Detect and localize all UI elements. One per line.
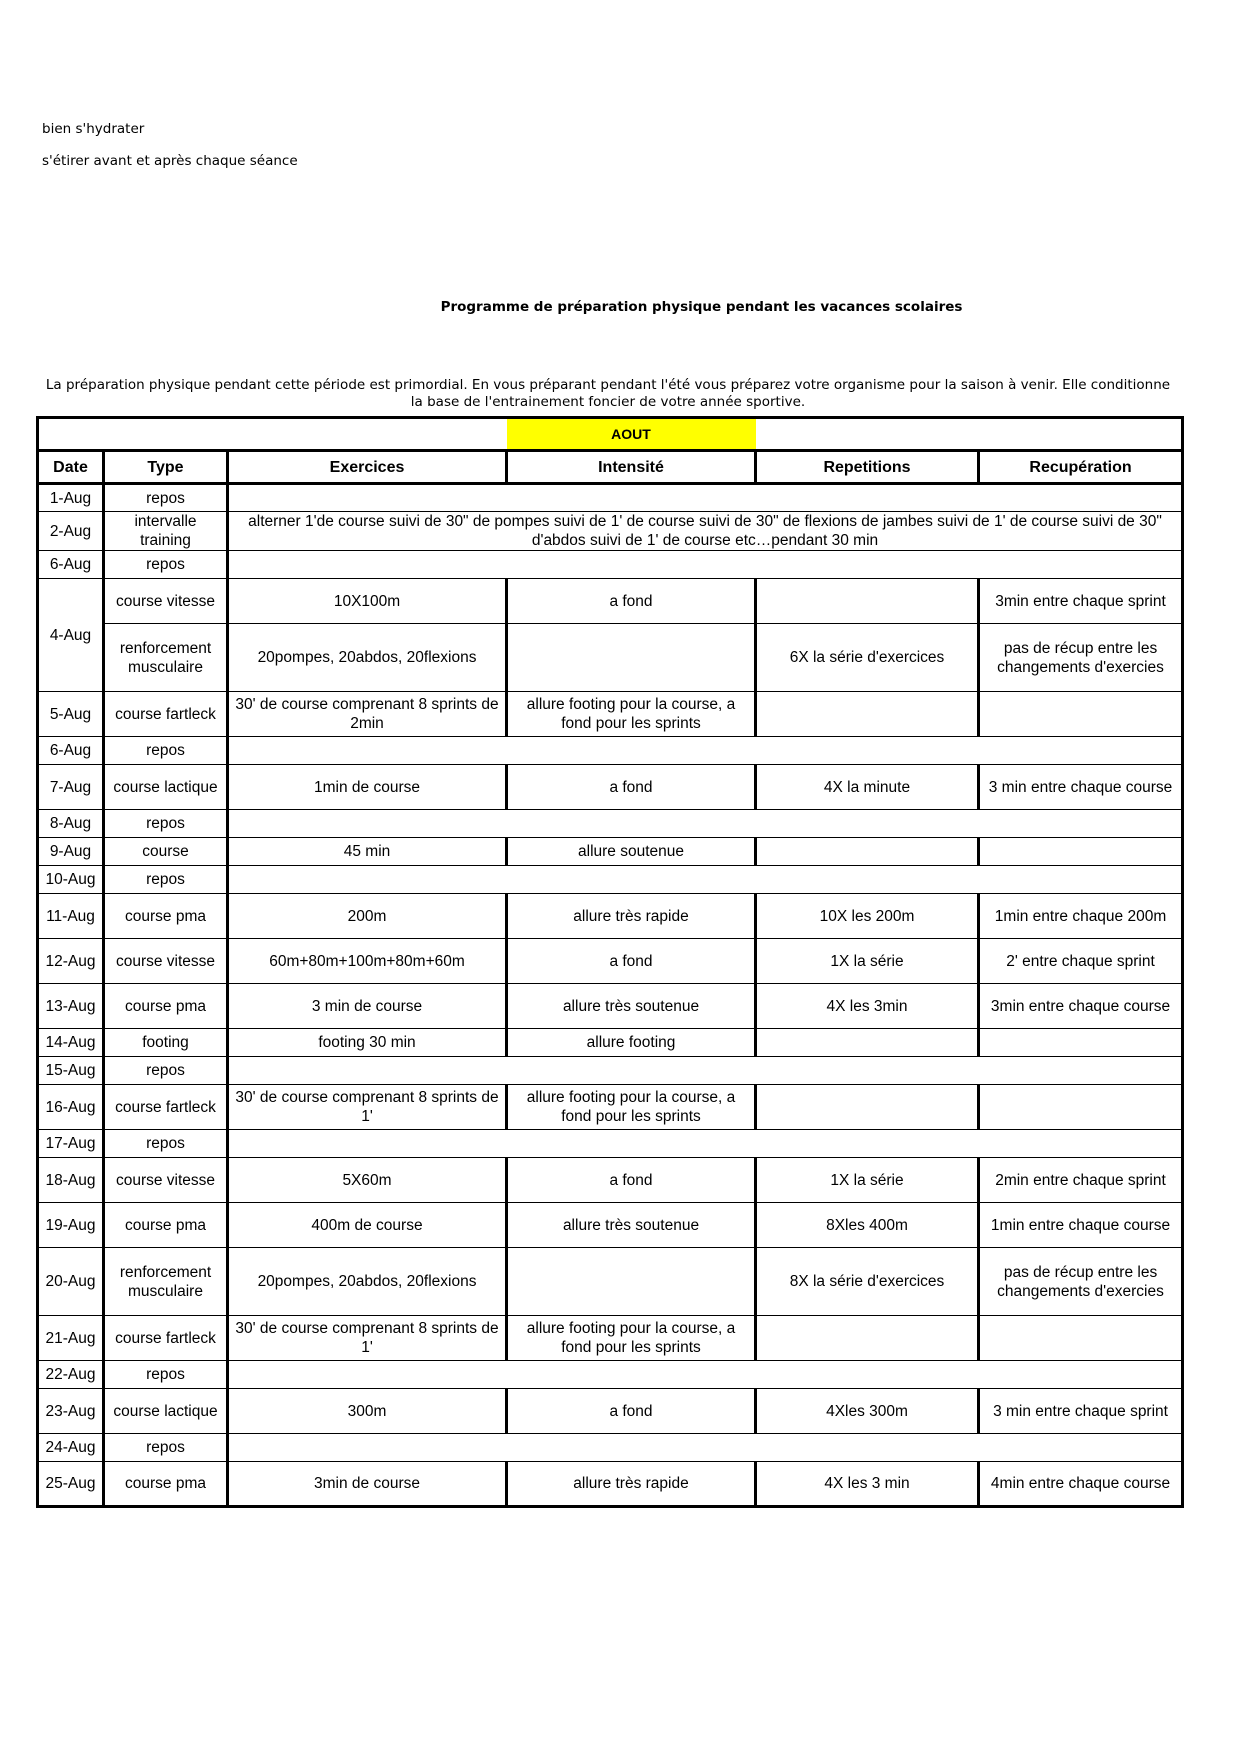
type-cell: repos (104, 1057, 228, 1085)
repetitions-cell (756, 692, 979, 737)
intensite-cell: a fond (507, 1158, 756, 1203)
type-cell: repos (104, 1130, 228, 1158)
type-cell: intervalle training (104, 512, 228, 551)
exercices-cell: 300m (228, 1389, 507, 1434)
exercices-cell: alterner 1'de course suivi de 30" de pompes suivi de 1' de course suivi de 30" de flexions de jambes suivi de 1' de course suivi de 30" d'abdos suivi de 1' de course etc…pendant 30 min (228, 512, 1183, 551)
recuperation-cell: 4min entre chaque course (979, 1462, 1183, 1507)
date-cell: 5-Aug (38, 692, 104, 737)
date-cell: 16-Aug (38, 1085, 104, 1130)
date-cell: 22-Aug (38, 1361, 104, 1389)
type-cell: course pma (104, 1462, 228, 1507)
header-intensite: Intensité (507, 451, 756, 484)
repetitions-cell: 4Xles 300m (756, 1389, 979, 1434)
table-row (38, 1057, 1183, 1085)
type-cell: repos (104, 551, 228, 579)
type-cell: course lactique (104, 1389, 228, 1434)
rest-day-empty-cell (228, 1130, 1183, 1158)
intensite-cell: allure très soutenue (507, 1203, 756, 1248)
type-cell: repos (104, 737, 228, 765)
table-row (38, 1389, 1183, 1434)
table-row (38, 1085, 1183, 1130)
recuperation-cell (979, 692, 1183, 737)
repetitions-cell (756, 1029, 979, 1057)
month-spacer-right (756, 418, 1183, 451)
date-cell: 6-Aug (38, 737, 104, 765)
header-row (38, 451, 1183, 484)
table-row (38, 810, 1183, 838)
exercices-cell: 5X60m (228, 1158, 507, 1203)
repetitions-cell: 8Xles 400m (756, 1203, 979, 1248)
table-row (38, 838, 1183, 866)
table-row (38, 1248, 1183, 1316)
exercices-cell: 60m+80m+100m+80m+60m (228, 939, 507, 984)
rest-day-empty-cell (228, 551, 1183, 579)
date-cell: 9-Aug (38, 838, 104, 866)
type-cell: repos (104, 866, 228, 894)
exercices-cell: 20pompes, 20abdos, 20flexions (228, 624, 507, 692)
exercices-cell: 30' de course comprenant 8 sprints de 1' (228, 1316, 507, 1361)
type-cell: repos (104, 810, 228, 838)
date-cell: 23-Aug (38, 1389, 104, 1434)
repetitions-cell: 4X les 3min (756, 984, 979, 1029)
header-type: Type (104, 451, 228, 484)
table-row (38, 737, 1183, 765)
month-spacer-left (38, 418, 507, 451)
recuperation-cell (979, 1085, 1183, 1130)
intensite-cell: a fond (507, 939, 756, 984)
exercices-cell: 400m de course (228, 1203, 507, 1248)
rest-day-empty-cell (228, 866, 1183, 894)
table-row (38, 1203, 1183, 1248)
table-row (38, 1130, 1183, 1158)
exercices-cell: 3min de course (228, 1462, 507, 1507)
type-cell: course lactique (104, 765, 228, 810)
table-row (38, 551, 1183, 579)
note-stretching: s'étirer avant et après chaque séance (42, 153, 298, 169)
header-repetitions: Repetitions (756, 451, 979, 484)
intensite-cell (507, 1248, 756, 1316)
type-cell: course fartleck (104, 1085, 228, 1130)
recuperation-cell (979, 1316, 1183, 1361)
intensite-cell (507, 624, 756, 692)
intensite-cell: a fond (507, 579, 756, 624)
recuperation-cell: 3 min entre chaque course (979, 765, 1183, 810)
intensite-cell: allure très rapide (507, 894, 756, 939)
type-cell: course fartleck (104, 1316, 228, 1361)
document-title: Programme de préparation physique pendant les vacances scolaires (440, 299, 963, 315)
recuperation-cell (979, 1029, 1183, 1057)
table-row (38, 1316, 1183, 1361)
table-row (38, 579, 1183, 624)
recuperation-cell: 1min entre chaque 200m (979, 894, 1183, 939)
repetitions-cell: 4X les 3 min (756, 1462, 979, 1507)
type-cell: course fartleck (104, 692, 228, 737)
date-cell: 18-Aug (38, 1158, 104, 1203)
date-cell: 24-Aug (38, 1434, 104, 1462)
month-row (38, 418, 1183, 451)
intensite-cell: allure footing pour la course, a fond pour les sprints (507, 1316, 756, 1361)
date-cell: 6-Aug (38, 551, 104, 579)
recuperation-cell: pas de récup entre les changements d'exercies (979, 1248, 1183, 1316)
exercices-cell: 200m (228, 894, 507, 939)
date-cell: 25-Aug (38, 1462, 104, 1507)
table-row (38, 512, 1183, 551)
table-row (38, 984, 1183, 1029)
table-row (38, 624, 1183, 692)
date-cell: 15-Aug (38, 1057, 104, 1085)
table-row (38, 939, 1183, 984)
repetitions-cell: 1X la série (756, 939, 979, 984)
exercices-cell: 3 min de course (228, 984, 507, 1029)
rest-day-empty-cell (228, 484, 1183, 512)
recuperation-cell: 2' entre chaque sprint (979, 939, 1183, 984)
recuperation-cell: 3min entre chaque sprint (979, 579, 1183, 624)
date-cell: 14-Aug (38, 1029, 104, 1057)
table-row (38, 1029, 1183, 1057)
date-cell: 20-Aug (38, 1248, 104, 1316)
date-cell: 17-Aug (38, 1130, 104, 1158)
table-row (38, 1462, 1183, 1507)
training-schedule-table (36, 416, 1184, 1508)
repetitions-cell: 10X les 200m (756, 894, 979, 939)
repetitions-cell: 8X la série d'exercices (756, 1248, 979, 1316)
table-row (38, 866, 1183, 894)
date-cell: 4-Aug (38, 579, 104, 692)
table-row (38, 894, 1183, 939)
recuperation-cell: 1min entre chaque course (979, 1203, 1183, 1248)
repetitions-cell: 6X la série d'exercices (756, 624, 979, 692)
exercices-cell: 20pompes, 20abdos, 20flexions (228, 1248, 507, 1316)
type-cell: renforcement musculaire (104, 624, 228, 692)
rest-day-empty-cell (228, 810, 1183, 838)
recuperation-cell: 3min entre chaque course (979, 984, 1183, 1029)
repetitions-cell (756, 1085, 979, 1130)
exercices-cell: 45 min (228, 838, 507, 866)
repetitions-cell (756, 579, 979, 624)
rest-day-empty-cell (228, 1057, 1183, 1085)
date-cell: 19-Aug (38, 1203, 104, 1248)
date-cell: 1-Aug (38, 484, 104, 512)
header-recuperation: Recupération (979, 451, 1183, 484)
recuperation-cell: 2min entre chaque sprint (979, 1158, 1183, 1203)
exercices-cell: footing 30 min (228, 1029, 507, 1057)
exercices-cell: 10X100m (228, 579, 507, 624)
rest-day-empty-cell (228, 737, 1183, 765)
recuperation-cell: pas de récup entre les changements d'exercies (979, 624, 1183, 692)
type-cell: repos (104, 484, 228, 512)
repetitions-cell: 4X la minute (756, 765, 979, 810)
repetitions-cell (756, 1316, 979, 1361)
table-row (38, 1434, 1183, 1462)
intensite-cell: a fond (507, 1389, 756, 1434)
header-exercices: Exercices (228, 451, 507, 484)
date-cell: 12-Aug (38, 939, 104, 984)
table-row (38, 484, 1183, 512)
date-cell: 11-Aug (38, 894, 104, 939)
table-row (38, 1158, 1183, 1203)
type-cell: repos (104, 1361, 228, 1389)
exercices-cell: 30' de course comprenant 8 sprints de 1' (228, 1085, 507, 1130)
type-cell: course pma (104, 984, 228, 1029)
date-cell: 10-Aug (38, 866, 104, 894)
table-row (38, 692, 1183, 737)
date-cell: 8-Aug (38, 810, 104, 838)
recuperation-cell (979, 838, 1183, 866)
intensite-cell: allure très rapide (507, 1462, 756, 1507)
note-hydration: bien s'hydrater (42, 121, 145, 137)
type-cell: renforcement musculaire (104, 1248, 228, 1316)
exercices-cell: 30' de course comprenant 8 sprints de 2min (228, 692, 507, 737)
intensite-cell: allure footing pour la course, a fond pour les sprints (507, 692, 756, 737)
type-cell: course vitesse (104, 579, 228, 624)
type-cell: course pma (104, 1203, 228, 1248)
type-cell: course pma (104, 894, 228, 939)
type-cell: course vitesse (104, 1158, 228, 1203)
header-date: Date (38, 451, 104, 484)
date-cell: 21-Aug (38, 1316, 104, 1361)
repetitions-cell (756, 838, 979, 866)
intensite-cell: allure footing (507, 1029, 756, 1057)
date-cell: 7-Aug (38, 765, 104, 810)
type-cell: course (104, 838, 228, 866)
exercices-cell: 1min de course (228, 765, 507, 810)
date-cell: 2-Aug (38, 512, 104, 551)
intensite-cell: allure footing pour la course, a fond pour les sprints (507, 1085, 756, 1130)
intro-paragraph: La préparation physique pendant cette période est primordial. En vous préparant pendant l'été vous préparez votre organisme pour la saison à venir. Elle conditionne la base de l'entrainement foncier de votre année sportive. (45, 377, 1171, 410)
rest-day-empty-cell (228, 1434, 1183, 1462)
intensite-cell: allure très soutenue (507, 984, 756, 1029)
table-row (38, 765, 1183, 810)
recuperation-cell: 3 min entre chaque sprint (979, 1389, 1183, 1434)
month-label: AOUT (507, 418, 756, 451)
type-cell: course vitesse (104, 939, 228, 984)
date-cell: 13-Aug (38, 984, 104, 1029)
intensite-cell: a fond (507, 765, 756, 810)
intensite-cell: allure soutenue (507, 838, 756, 866)
rest-day-empty-cell (228, 1361, 1183, 1389)
type-cell: repos (104, 1434, 228, 1462)
table-row (38, 1361, 1183, 1389)
type-cell: footing (104, 1029, 228, 1057)
repetitions-cell: 1X la série (756, 1158, 979, 1203)
